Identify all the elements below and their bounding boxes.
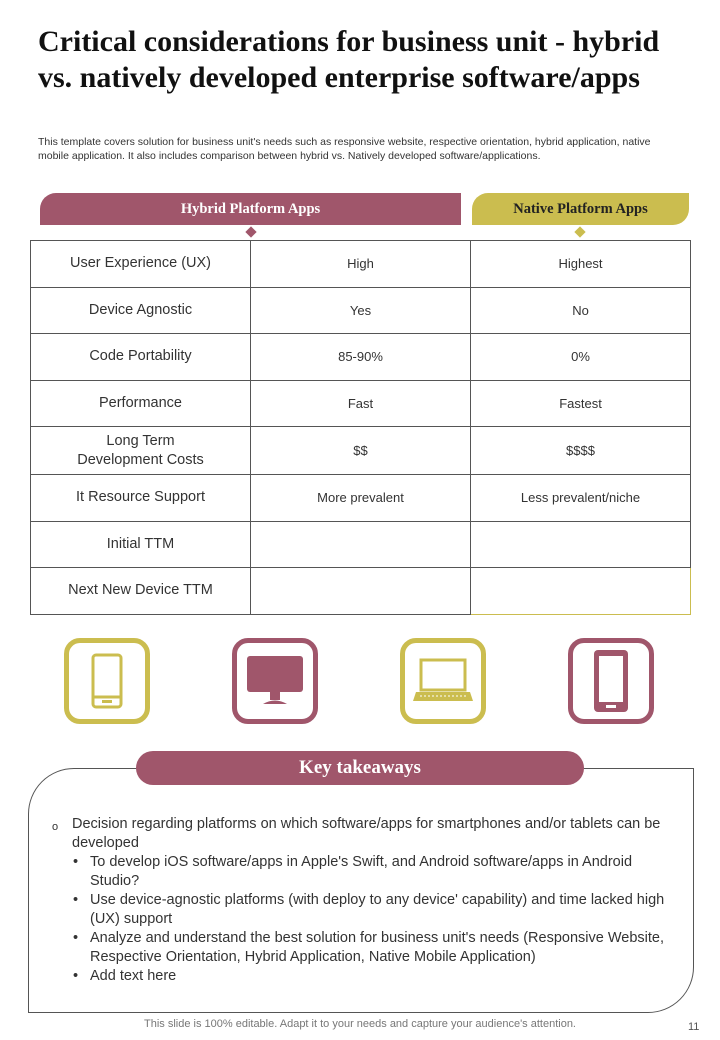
hybrid-value: 85-90% bbox=[251, 334, 471, 381]
hybrid-diamond-marker bbox=[245, 226, 256, 237]
bullet-icon: • bbox=[73, 930, 79, 946]
row-label: It Resource Support bbox=[31, 475, 251, 522]
bullet-icon: • bbox=[73, 892, 79, 908]
hybrid-value: Yes bbox=[251, 287, 471, 334]
native-value: Highest bbox=[471, 241, 691, 288]
monitor-icon bbox=[245, 654, 305, 708]
tablet-icon-tile bbox=[568, 638, 654, 724]
native-diamond-marker bbox=[574, 226, 585, 237]
hybrid-value: $$ bbox=[251, 427, 471, 475]
native-value: $$$$ bbox=[471, 427, 691, 475]
native-value: No bbox=[471, 287, 691, 334]
list-item bbox=[52, 929, 677, 967]
page-title: Critical considerations for business unit - hybrid vs. natively developed enterprise software/apps bbox=[38, 25, 660, 94]
table-row bbox=[31, 427, 691, 475]
row-label: Initial TTM bbox=[31, 521, 251, 568]
hybrid-value: High bbox=[251, 241, 471, 288]
laptop-icon bbox=[412, 658, 474, 704]
native-value bbox=[471, 568, 691, 615]
row-label: Long Term Development Costs bbox=[31, 427, 251, 475]
hybrid-value: More prevalent bbox=[251, 475, 471, 522]
takeaway-bullet-text: Add text here bbox=[90, 968, 177, 984]
takeaway-main-item bbox=[52, 815, 677, 853]
table-row bbox=[31, 241, 691, 288]
page-subtitle: This template covers solution for business unit's needs such as responsive website, respective orientation, hybrid application, native mobile application. It also includes comparison between hybrid vs. Natively developed software/applications. bbox=[38, 136, 651, 162]
list-item bbox=[52, 891, 677, 929]
takeaway-bullet-text: Analyze and understand the best solution for business unit's needs (Responsive Website, Respective Orientation, Hybrid Application, Native Mobile Application) bbox=[90, 930, 664, 965]
table-row bbox=[31, 334, 691, 381]
page-number: 11 bbox=[688, 1021, 700, 1033]
key-takeaways-list bbox=[52, 815, 677, 986]
native-value: Fastest bbox=[471, 380, 691, 427]
table-row bbox=[31, 521, 691, 568]
bullet-icon: • bbox=[73, 854, 79, 870]
hybrid-value bbox=[251, 521, 471, 568]
table-row bbox=[31, 568, 691, 615]
hybrid-column-header: Hybrid Platform Apps bbox=[40, 193, 461, 225]
monitor-icon-tile bbox=[232, 638, 318, 724]
list-item bbox=[52, 967, 677, 986]
footer-note: This slide is 100% editable. Adapt it to your needs and capture your audience's attention. bbox=[144, 1018, 576, 1030]
row-label: Next New Device TTM bbox=[31, 568, 251, 615]
tablet-icon bbox=[591, 648, 631, 714]
table-row bbox=[31, 475, 691, 522]
comparison-table bbox=[30, 240, 691, 615]
native-value: Less prevalent/niche bbox=[471, 475, 691, 522]
native-value: 0% bbox=[471, 334, 691, 381]
smartphone-icon-tile bbox=[64, 638, 150, 724]
key-takeaways-heading: Key takeaways bbox=[136, 751, 584, 785]
row-label: Code Portability bbox=[31, 334, 251, 381]
circle-bullet-icon: o bbox=[52, 821, 59, 833]
row-label: User Experience (UX) bbox=[31, 241, 251, 288]
row-label: Performance bbox=[31, 380, 251, 427]
native-column-header: Native Platform Apps bbox=[472, 193, 689, 225]
bullet-icon: • bbox=[73, 968, 79, 984]
takeaway-main-text: Decision regarding platforms on which software/apps for smartphones and/or tablets can be developed bbox=[72, 816, 661, 851]
table-row bbox=[31, 380, 691, 427]
takeaway-bullet-text: To develop iOS software/apps in Apple's Swift, and Android software/apps in Android Studio? bbox=[90, 854, 633, 889]
takeaway-bullet-text: Use device-agnostic platforms (with deploy to any device' capability) and time lacked high (UX) support bbox=[90, 892, 665, 927]
table-row bbox=[31, 287, 691, 334]
native-value bbox=[471, 521, 691, 568]
list-item bbox=[52, 853, 677, 891]
smartphone-icon bbox=[90, 653, 124, 709]
hybrid-value: Fast bbox=[251, 380, 471, 427]
laptop-icon-tile bbox=[400, 638, 486, 724]
hybrid-value bbox=[251, 568, 471, 615]
row-label: Device Agnostic bbox=[31, 287, 251, 334]
